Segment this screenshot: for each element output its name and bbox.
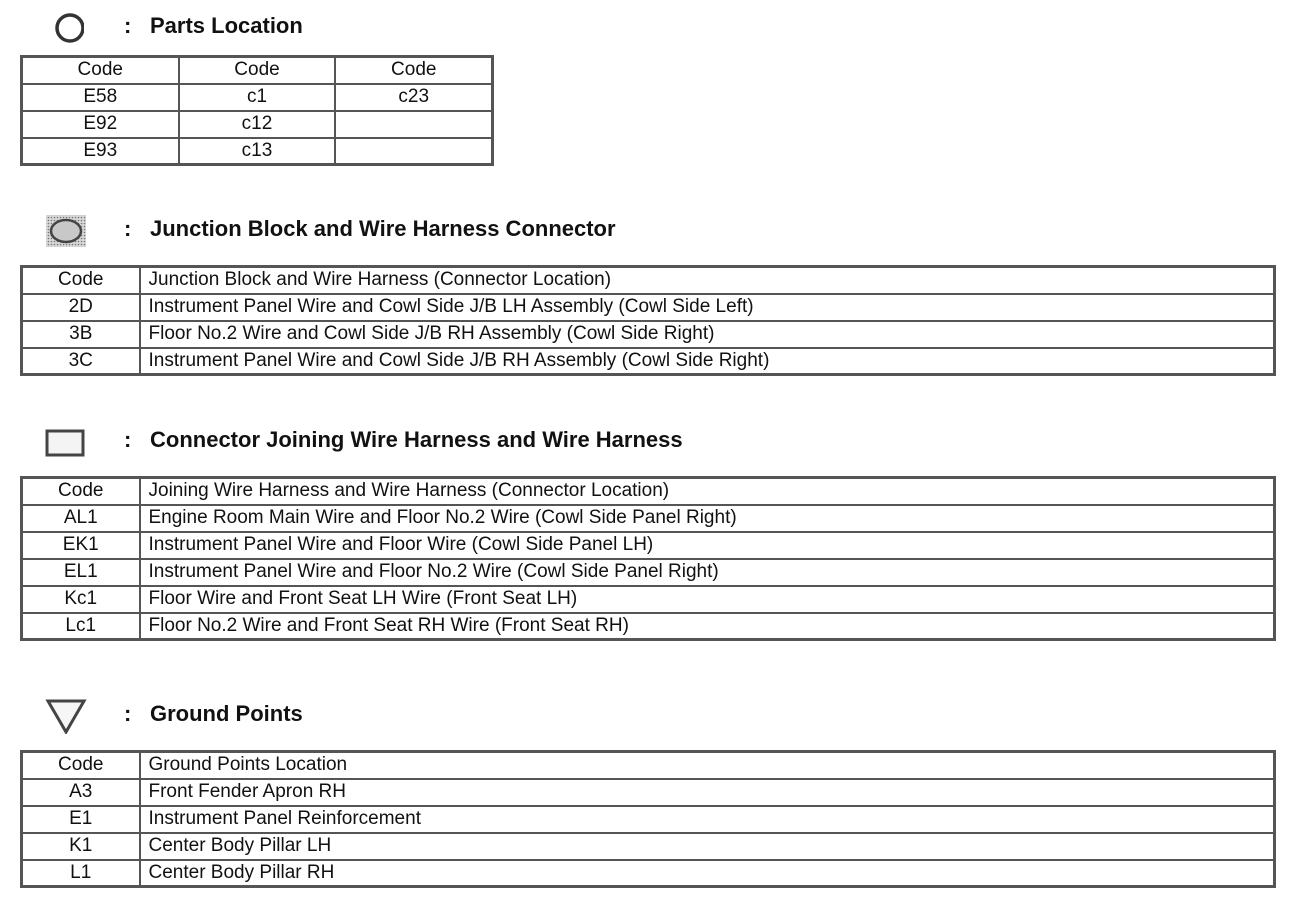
code-cell (335, 111, 492, 138)
section-title: Ground Points (150, 701, 303, 726)
junction-block-table (20, 265, 1276, 376)
table-row (22, 559, 1275, 586)
code-cell: 3C (22, 348, 140, 375)
table-row (22, 138, 493, 165)
table-row (22, 860, 1275, 887)
table-row (22, 321, 1275, 348)
open-rectangle-icon (44, 424, 88, 460)
parts-location-table (20, 55, 494, 166)
section-title: Parts Location (150, 13, 303, 38)
shaded-oval-icon (44, 213, 88, 249)
code-cell: c12 (179, 111, 336, 138)
code-cell: 3B (22, 321, 140, 348)
section-title: Connector Joining Wire Harness and Wire Harness (150, 427, 683, 452)
table-row (22, 294, 1275, 321)
code-cell: AL1 (22, 505, 140, 532)
table-header-row (22, 57, 493, 84)
ground-points-heading (44, 698, 303, 734)
table-row (22, 532, 1275, 559)
header-cell: Joining Wire Harness and Wire Harness (Connector Location) (140, 478, 1275, 505)
table-header-row (22, 752, 1275, 779)
header-cell: Code (179, 57, 336, 84)
header-cell: Code (22, 752, 140, 779)
code-cell: E1 (22, 806, 140, 833)
section-title: Junction Block and Wire Harness Connector (150, 216, 616, 241)
parts-location-heading (44, 10, 303, 46)
code-cell: E58 (22, 84, 179, 111)
code-cell (335, 138, 492, 165)
code-cell: Lc1 (22, 613, 140, 640)
header-cell: Ground Points Location (140, 752, 1275, 779)
code-cell: c13 (179, 138, 336, 165)
header-cell: Code (335, 57, 492, 84)
table-row (22, 505, 1275, 532)
code-cell: A3 (22, 779, 140, 806)
code-cell: c1 (179, 84, 336, 111)
location-cell: Instrument Panel Wire and Cowl Side J/B LH Assembly (Cowl Side Left) (140, 294, 1275, 321)
open-circle-icon (44, 10, 88, 46)
location-cell: Floor No.2 Wire and Cowl Side J/B RH Assembly (Cowl Side Right) (140, 321, 1275, 348)
header-cell: Code (22, 267, 140, 294)
location-cell: Instrument Panel Wire and Cowl Side J/B RH Assembly (Cowl Side Right) (140, 348, 1275, 375)
location-cell: Instrument Panel Wire and Floor No.2 Wire (Cowl Side Panel Right) (140, 559, 1275, 586)
table-row (22, 779, 1275, 806)
code-cell: E93 (22, 138, 179, 165)
location-cell: Instrument Panel Reinforcement (140, 806, 1275, 833)
heading-colon: : (124, 13, 132, 38)
connector-joining-heading (44, 424, 683, 460)
table-row (22, 806, 1275, 833)
junction-block-heading (44, 213, 616, 249)
heading-colon: : (124, 216, 132, 241)
location-cell: Floor Wire and Front Seat LH Wire (Front Seat LH) (140, 586, 1275, 613)
code-cell: Kc1 (22, 586, 140, 613)
table-header-row (22, 478, 1275, 505)
header-cell: Code (22, 57, 179, 84)
table-row (22, 348, 1275, 375)
location-cell: Engine Room Main Wire and Floor No.2 Wire (Cowl Side Panel Right) (140, 505, 1275, 532)
code-cell: E92 (22, 111, 179, 138)
location-cell: Floor No.2 Wire and Front Seat RH Wire (Front Seat RH) (140, 613, 1275, 640)
header-cell: Junction Block and Wire Harness (Connector Location) (140, 267, 1275, 294)
location-cell: Center Body Pillar RH (140, 860, 1275, 887)
down-triangle-icon (44, 698, 88, 734)
code-cell: EK1 (22, 532, 140, 559)
location-cell: Front Fender Apron RH (140, 779, 1275, 806)
table-row (22, 84, 493, 111)
location-cell: Center Body Pillar LH (140, 833, 1275, 860)
code-cell: EL1 (22, 559, 140, 586)
ground-points-table (20, 750, 1276, 888)
code-cell: 2D (22, 294, 140, 321)
table-row (22, 111, 493, 138)
connector-joining-table (20, 476, 1276, 641)
code-cell: L1 (22, 860, 140, 887)
heading-colon: : (124, 701, 132, 726)
header-cell: Code (22, 478, 140, 505)
location-cell: Instrument Panel Wire and Floor Wire (Cowl Side Panel LH) (140, 532, 1275, 559)
table-row (22, 613, 1275, 640)
table-row (22, 833, 1275, 860)
table-header-row (22, 267, 1275, 294)
table-row (22, 586, 1275, 613)
heading-colon: : (124, 427, 132, 452)
code-cell: K1 (22, 833, 140, 860)
code-cell: c23 (335, 84, 492, 111)
